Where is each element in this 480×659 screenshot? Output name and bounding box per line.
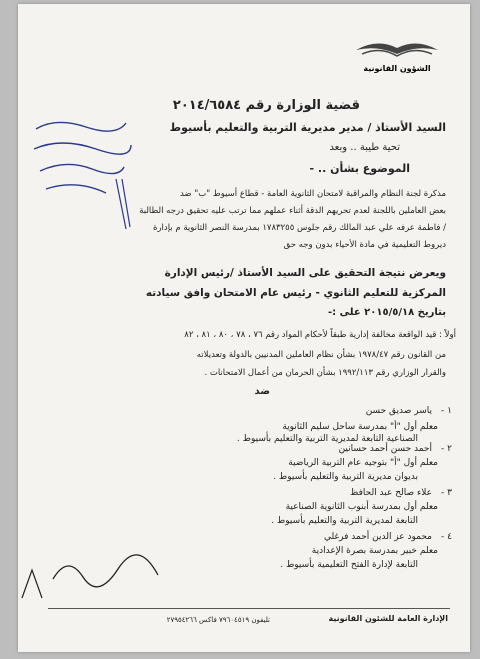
decision-line-3: بتاريخ ٢٠١٥/٥/١٨ على :- (328, 307, 446, 318)
footer-phone: تليفون ٧٩٦٠٤٥١٩ فاكس ٢٧٩٥٤٢٦٦ (166, 616, 270, 624)
person-affiliation: الصناعية التابعة لمديرية التربية والتعليم بأسيوط . (236, 434, 418, 444)
person-name: أحمد حسن أحمد حسانين (338, 444, 432, 454)
person-affiliation: بديوان مديرية التربية والتعليم بأسيوط . (273, 472, 418, 482)
person-name: محمود عز الدين أحمد فرغلي (323, 532, 432, 542)
footer-org: الإدارة العامة للشئون القانونية (328, 614, 448, 623)
handwritten-annotation (26, 109, 136, 239)
item-number: ٣ - (441, 488, 452, 498)
signature-icon (48, 549, 168, 589)
document-page (18, 4, 470, 652)
item-number: ٢ - (441, 444, 452, 454)
body-line-2: بعض العاملين باللجنة لعدم تحريهم الدقة أثناء عملهم مما ترتب عليه تحقيق درجه الطالبة (139, 206, 446, 216)
person-role: معلم أول "أ" بمدرسة ساحل سليم الثانوية (282, 422, 438, 432)
person-role: معلم أول بمدرسة أبنوب الثانوية الصناعية (285, 502, 438, 512)
list-item (122, 444, 452, 488)
list-item (122, 532, 452, 576)
person-name: علاء صالح عبد الحافظ (350, 488, 432, 498)
body-line-3: / فاطمة عرفه علي عبد المالك رقم جلوس ١٧٨٣٢٥٥ بمدرسة النصر الثانوية م بإدارة (153, 223, 446, 233)
list-item (122, 488, 452, 532)
case-title: قضية الوزارة رقم ٢٠١٤/٦٥٨٤ (172, 98, 360, 113)
person-affiliation: التابعة لمديرية التربية والتعليم بأسيوط . (271, 516, 418, 526)
person-role: معلم أول "أ" بتوجيه عام التربية الرياضية (288, 458, 438, 468)
logo-label: الشؤون القانونية (363, 64, 431, 73)
item-number: ١ - (441, 406, 452, 416)
person-affiliation: التابعة لإدارة الفتح التعليمية بأسيوط . (280, 560, 418, 570)
footer-divider (48, 608, 450, 609)
person-name: ياسر صديق حسن (365, 406, 432, 416)
body-line-1: مذكرة لجنة النظام والمراقبة لامتحان الثانوية العامة - قطاع أسيوط "ب" ضد (179, 189, 446, 199)
ministry-logo (342, 36, 452, 73)
corner-mark-icon (18, 564, 48, 604)
wing-emblem-icon (352, 36, 442, 64)
subject-line: الموضوع بشأن .. - (309, 162, 410, 175)
list-item (122, 406, 452, 444)
against-label: ضد (254, 386, 270, 397)
body-line-4: ديروط التعليمية في مادة الأحياء بدون وجه حق (283, 240, 446, 250)
clause-line-2: من القانون رقم ١٩٧٨/٤٧ بشأن نظام العاملين المدنيين بالدولة وتعديلاته (196, 350, 446, 360)
clause-line-1: أولاً : قيد الواقعة مخالفة إدارية طبقاً لأحكام المواد رقم ٧٦ ، ٧٨ ، ٨٠ ، ٨١ ، ٨٢ (184, 330, 456, 340)
recipient-line: السيد الأستاذ / مدير مديرية التربية والتعليم بأسيوط (169, 121, 446, 134)
decision-line-2: المركزية للتعليم الثانوي - رئيس عام الامتحان وافق سيادته (145, 287, 446, 299)
person-role: معلم خبير بمدرسة بصرة الإعدادية (311, 546, 438, 556)
accused-list (122, 406, 452, 576)
greeting: تحية طيبة .. وبعد (329, 142, 400, 153)
decision-line-1: ويعرض نتيجة التحقيق على السيد الأستاذ /رئيس الإدارة (164, 267, 446, 279)
clause-line-3: والقرار الوزاري رقم ١٩٩٢/١١٣ بشأن الحرمان من أعمال الامتحانات . (204, 368, 446, 378)
item-number: ٤ - (441, 532, 452, 542)
